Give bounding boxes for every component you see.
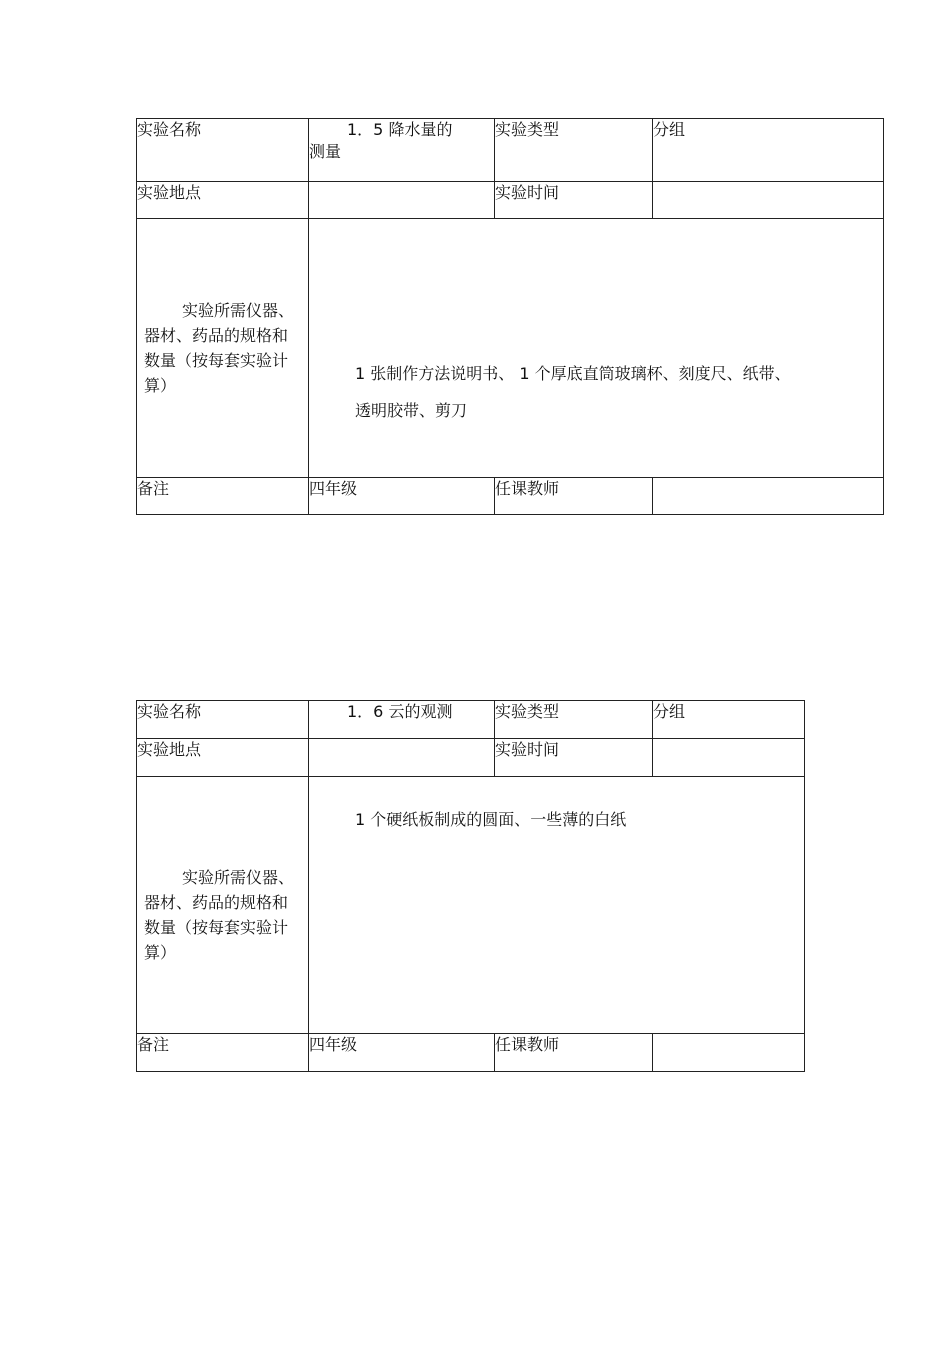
materials-label xyxy=(137,777,309,1034)
materials-label-text: 实验所需仪器、器材、药品的规格和数量（按每套实验计算） xyxy=(144,301,295,395)
experiment-place-value xyxy=(309,739,495,777)
experiment-type-label: 实验类型 xyxy=(495,119,653,182)
materials-label xyxy=(137,219,309,478)
teacher-value xyxy=(653,478,884,515)
remark-value: 四年级 xyxy=(309,1034,495,1072)
experiment-time-label: 实验时间 xyxy=(495,739,653,777)
experiment-place-value xyxy=(309,182,495,219)
materials-value xyxy=(309,777,805,1034)
experiment-table-1 xyxy=(136,118,884,515)
experiment-table-2 xyxy=(136,700,805,1072)
experiment-type-value: 分组 xyxy=(653,701,805,739)
materials-value xyxy=(309,219,884,478)
experiment-time-label: 实验时间 xyxy=(495,182,653,219)
experiment-name-line1: 1．6 云的观测 xyxy=(347,702,453,721)
teacher-value xyxy=(653,1034,805,1072)
experiment-name-value xyxy=(309,701,495,739)
materials-value-text: 1 张制作方法说明书、 1 个厚底直筒玻璃杯、刻度尺、纸带、透明胶带、剪刀 xyxy=(355,364,791,420)
row-materials xyxy=(137,777,805,1034)
remark-label: 备注 xyxy=(137,1034,309,1072)
row-experiment-place xyxy=(137,739,805,777)
row-remark xyxy=(137,478,884,515)
row-materials xyxy=(137,219,884,478)
row-experiment-place xyxy=(137,182,884,219)
teacher-label: 任课教师 xyxy=(495,1034,653,1072)
materials-label-text: 实验所需仪器、器材、药品的规格和数量（按每套实验计算） xyxy=(144,868,295,962)
experiment-name-line1: 1．5 降水量的 xyxy=(347,120,453,139)
row-remark xyxy=(137,1034,805,1072)
row-experiment-name xyxy=(137,701,805,739)
experiment-name-label: 实验名称 xyxy=(137,119,309,182)
experiment-place-label: 实验地点 xyxy=(137,182,309,219)
experiment-type-label: 实验类型 xyxy=(495,701,653,739)
experiment-time-value xyxy=(653,739,805,777)
materials-value-text: 1 个硬纸板制成的圆面、一些薄的白纸 xyxy=(355,810,627,829)
experiment-name-line2: 测量 xyxy=(309,142,342,161)
experiment-name-label: 实验名称 xyxy=(137,701,309,739)
experiment-name-value xyxy=(309,119,495,182)
experiment-time-value xyxy=(653,182,884,219)
experiment-place-label: 实验地点 xyxy=(137,739,309,777)
remark-label: 备注 xyxy=(137,478,309,515)
remark-value: 四年级 xyxy=(309,478,495,515)
row-experiment-name xyxy=(137,119,884,182)
teacher-label: 任课教师 xyxy=(495,478,653,515)
experiment-type-value: 分组 xyxy=(653,119,884,182)
